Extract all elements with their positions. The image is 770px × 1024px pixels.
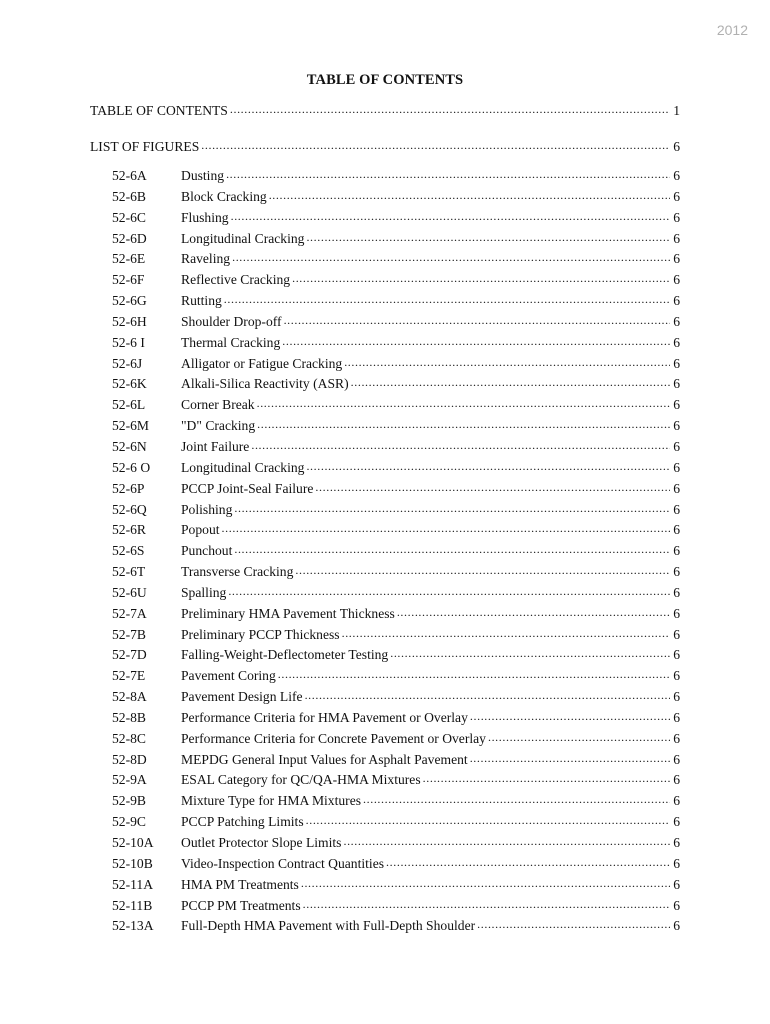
figure-page-number: 6	[673, 418, 680, 434]
figure-entry[interactable]	[90, 583, 680, 604]
dot-leader	[232, 249, 670, 263]
figure-number: 52-7E	[112, 668, 146, 684]
figure-title: Mixture Type for HMA Mixtures	[181, 793, 362, 809]
figure-entry[interactable]	[90, 416, 680, 437]
figure-title: Video-Inspection Contract Quantities	[181, 855, 385, 871]
dot-leader	[397, 604, 670, 618]
figure-page-number: 6	[673, 668, 680, 684]
dot-leader	[470, 750, 670, 764]
figure-entry[interactable]	[90, 916, 680, 937]
toc-entry-table-of-contents[interactable]	[90, 101, 680, 120]
figure-title: Corner Break	[181, 397, 255, 413]
figure-number: 52-7D	[112, 647, 147, 663]
figure-page-number: 6	[673, 480, 680, 496]
figure-entry[interactable]	[90, 791, 680, 812]
figure-page-number: 6	[673, 334, 680, 350]
dot-leader	[488, 729, 670, 743]
figure-number: 52-6E	[112, 251, 146, 267]
dot-leader	[230, 101, 670, 115]
figure-title: Thermal Cracking	[181, 334, 281, 350]
dot-leader	[269, 187, 670, 201]
figure-number: 52-7A	[112, 605, 147, 621]
figure-number: 52-6P	[112, 480, 145, 496]
figure-number: 52-6L	[112, 397, 146, 413]
figure-entry[interactable]	[90, 541, 680, 562]
figure-entry[interactable]	[90, 208, 680, 229]
figure-entry[interactable]	[90, 374, 680, 395]
figure-title: Raveling	[181, 251, 231, 267]
figure-page-number: 6	[673, 376, 680, 392]
figure-title: ESAL Category for QC/QA-HMA Mixtures	[181, 772, 421, 788]
figure-number: 52-6 I	[112, 334, 145, 350]
figure-entry[interactable]	[90, 479, 680, 500]
figure-page-number: 6	[673, 814, 680, 830]
figure-page-number: 6	[673, 689, 680, 705]
figure-title: Full-Depth HMA Pavement with Full-Depth Shoulder	[181, 918, 476, 934]
figure-number: 52-6M	[112, 418, 150, 434]
figure-title: Preliminary PCCP Thickness	[181, 626, 340, 642]
figure-number: 52-6J	[112, 355, 143, 371]
toc-entry-list-of-figures[interactable]	[90, 137, 680, 156]
dot-leader	[303, 896, 670, 910]
figure-title: Transverse Cracking	[181, 564, 294, 580]
figure-title: Alligator or Fatigue Cracking	[181, 355, 343, 371]
dot-leader	[306, 229, 670, 243]
dot-leader	[390, 645, 670, 659]
figure-page-number: 6	[673, 522, 680, 538]
figure-title: Longitudinal Cracking	[181, 459, 305, 475]
dot-leader	[306, 812, 670, 826]
figure-entry[interactable]	[90, 770, 680, 791]
figure-number: 52-6K	[112, 376, 147, 392]
figure-title: Spalling	[181, 584, 227, 600]
figure-page-number: 6	[673, 313, 680, 329]
figure-number: 52-6R	[112, 522, 146, 538]
figure-entry[interactable]	[90, 187, 680, 208]
figure-title: Performance Criteria for HMA Pavement or Overlay	[181, 709, 468, 725]
dot-leader	[351, 374, 670, 388]
dot-leader	[343, 833, 670, 847]
dot-leader	[201, 137, 670, 151]
figure-title: Longitudinal Cracking	[181, 230, 305, 246]
figure-title: Pavement Design Life	[181, 689, 303, 705]
figure-number: 52-9C	[112, 814, 146, 830]
figure-page-number: 6	[673, 855, 680, 871]
figure-page-number: 6	[673, 459, 680, 475]
dot-leader	[251, 437, 670, 451]
figure-number: 52-6 O	[112, 459, 151, 475]
figure-entry[interactable]	[90, 562, 680, 583]
dot-leader	[295, 562, 670, 576]
figure-entry[interactable]	[90, 896, 680, 917]
dot-leader	[284, 312, 670, 326]
figure-entry[interactable]	[90, 333, 680, 354]
figure-title: PCCP Patching Limits	[181, 814, 304, 830]
figure-title: Outlet Protector Slope Limits	[181, 835, 342, 850]
figure-title: Reflective Cracking	[181, 272, 291, 288]
toc-entry-label: TABLE OF CONTENTS	[90, 103, 228, 118]
figure-number: 52-8C	[112, 730, 146, 746]
figure-number: 52-10B	[112, 855, 153, 871]
figure-title: HMA PM Treatments	[181, 876, 299, 892]
figure-title: Pavement Coring	[181, 668, 276, 684]
figure-title: Punchout	[181, 543, 233, 559]
figure-page-number: 6	[673, 230, 680, 246]
figure-page-number: 6	[673, 605, 680, 621]
figure-title: Alkali-Silica Reactivity (ASR)	[181, 376, 349, 392]
dot-leader	[278, 666, 670, 680]
dot-leader	[363, 791, 670, 805]
toc-entry-page: 1	[673, 103, 680, 118]
figure-title: Rutting	[181, 293, 222, 309]
figure-title: Shoulder Drop-off	[181, 313, 282, 329]
figure-page-number: 6	[673, 355, 680, 371]
figure-number: 52-6D	[112, 230, 147, 246]
figure-number: 52-6N	[112, 438, 147, 454]
figure-number: 52-6S	[112, 543, 145, 559]
dot-leader	[470, 708, 670, 722]
figure-page-number: 6	[673, 709, 680, 725]
figure-number: 52-6G	[112, 293, 147, 309]
figure-page-number: 6	[673, 501, 680, 517]
figure-number: 52-6Q	[112, 501, 147, 517]
figure-title: PCCP PM Treatments	[181, 897, 301, 913]
figure-entry[interactable]	[90, 645, 680, 666]
dot-leader	[386, 854, 670, 868]
figure-entry[interactable]	[90, 854, 680, 875]
figure-entry[interactable]	[90, 875, 680, 896]
figure-title: MEPDG General Input Values for Asphalt Pavement	[181, 751, 468, 767]
toc-entry-label: LIST OF FIGURES	[90, 139, 200, 154]
figure-number: 52-8A	[112, 689, 147, 705]
dot-leader	[305, 687, 670, 701]
toc-entry-page: 6	[673, 139, 680, 154]
figure-entry[interactable]	[90, 166, 680, 187]
dot-leader	[257, 416, 670, 430]
figure-page-number: 6	[673, 626, 680, 642]
dot-leader	[344, 354, 670, 368]
figure-page-number: 6	[673, 397, 680, 413]
dot-leader	[226, 166, 670, 180]
figure-entry[interactable]	[90, 750, 680, 771]
figure-entry[interactable]	[90, 270, 680, 291]
figure-title: Dusting	[181, 168, 225, 183]
dot-leader	[292, 270, 670, 284]
figure-page-number: 6	[673, 293, 680, 309]
figure-number: 52-6F	[112, 272, 145, 288]
figure-entry[interactable]	[90, 312, 680, 333]
dot-leader	[301, 875, 670, 889]
figure-entry[interactable]	[90, 812, 680, 833]
figure-number: 52-9A	[112, 772, 147, 788]
dot-leader	[234, 541, 670, 555]
figure-title: Preliminary HMA Pavement Thickness	[181, 605, 395, 621]
figure-page-number: 6	[673, 209, 680, 225]
figure-title: Performance Criteria for Concrete Pavement or Overlay	[181, 730, 486, 746]
figure-entry[interactable]	[90, 458, 680, 479]
figure-title: Joint Failure	[181, 438, 250, 454]
figure-page-number: 6	[673, 772, 680, 788]
figure-entry[interactable]	[90, 291, 680, 312]
figure-number: 52-6H	[112, 313, 147, 329]
figure-number: 52-6A	[112, 168, 147, 183]
figure-title: Block Cracking	[181, 188, 267, 204]
figure-page-number: 6	[673, 584, 680, 600]
figure-page-number: 6	[673, 272, 680, 288]
figure-page-number: 6	[673, 876, 680, 892]
dot-leader	[234, 500, 670, 514]
dot-leader	[228, 583, 670, 597]
figure-page-number: 6	[673, 793, 680, 809]
figure-page-number: 6	[673, 835, 680, 850]
figure-page-number: 6	[673, 438, 680, 454]
figure-entry[interactable]	[90, 833, 680, 854]
dot-leader	[306, 458, 670, 472]
figure-entry[interactable]	[90, 666, 680, 687]
figure-number: 52-7B	[112, 626, 146, 642]
page-year-header: 2012	[716, 22, 748, 38]
figure-number: 52-11A	[112, 876, 154, 892]
figure-entry[interactable]	[90, 604, 680, 625]
figure-number: 52-9B	[112, 793, 146, 809]
dot-leader	[224, 291, 670, 305]
dot-leader	[342, 625, 670, 639]
figure-page-number: 6	[673, 188, 680, 204]
figure-entry[interactable]	[90, 354, 680, 375]
figure-number: 52-6C	[112, 209, 146, 225]
figure-page-number: 6	[673, 251, 680, 267]
figure-page-number: 6	[673, 543, 680, 559]
figure-page-number: 6	[673, 647, 680, 663]
figure-title: PCCP Joint-Seal Failure	[181, 480, 314, 496]
dot-leader	[231, 208, 670, 222]
dot-leader	[282, 333, 670, 347]
figure-number: 52-13A	[112, 918, 154, 934]
figure-entry[interactable]	[90, 708, 680, 729]
dot-leader	[477, 916, 670, 930]
figure-title: "D" Cracking	[181, 418, 256, 434]
figure-number: 52-6U	[112, 584, 147, 600]
figure-page-number: 6	[673, 564, 680, 580]
figure-entry[interactable]	[90, 500, 680, 521]
figure-page-number: 6	[673, 897, 680, 913]
figure-title: Flushing	[181, 209, 229, 225]
figure-entry[interactable]	[90, 687, 680, 708]
figure-entry[interactable]	[90, 729, 680, 750]
figure-number: 52-6T	[112, 564, 146, 580]
figure-entry[interactable]	[90, 437, 680, 458]
figure-title: Falling-Weight-Deflectometer Testing	[181, 647, 389, 663]
figure-entry[interactable]	[90, 625, 680, 646]
figure-page-number: 6	[673, 730, 680, 746]
figure-number: 52-6B	[112, 188, 146, 204]
figure-number: 52-11B	[112, 897, 153, 913]
figure-number: 52-10A	[112, 835, 154, 850]
figure-title: Popout	[181, 522, 220, 538]
figure-list	[0, 166, 770, 937]
dot-leader	[423, 770, 670, 784]
figure-entry[interactable]	[90, 395, 680, 416]
figure-page-number: 6	[673, 751, 680, 767]
figure-page-number: 6	[673, 918, 680, 934]
page-title: TABLE OF CONTENTS	[306, 72, 464, 88]
figure-number: 52-8B	[112, 709, 146, 725]
dot-leader	[222, 520, 670, 534]
dot-leader	[257, 395, 670, 409]
figure-title: Polishing	[181, 501, 233, 517]
figure-entry[interactable]	[90, 229, 680, 250]
figure-page-number: 6	[673, 168, 680, 183]
figure-entry[interactable]	[90, 249, 680, 270]
dot-leader	[315, 479, 670, 493]
figure-number: 52-8D	[112, 751, 147, 767]
figure-entry[interactable]	[90, 520, 680, 541]
